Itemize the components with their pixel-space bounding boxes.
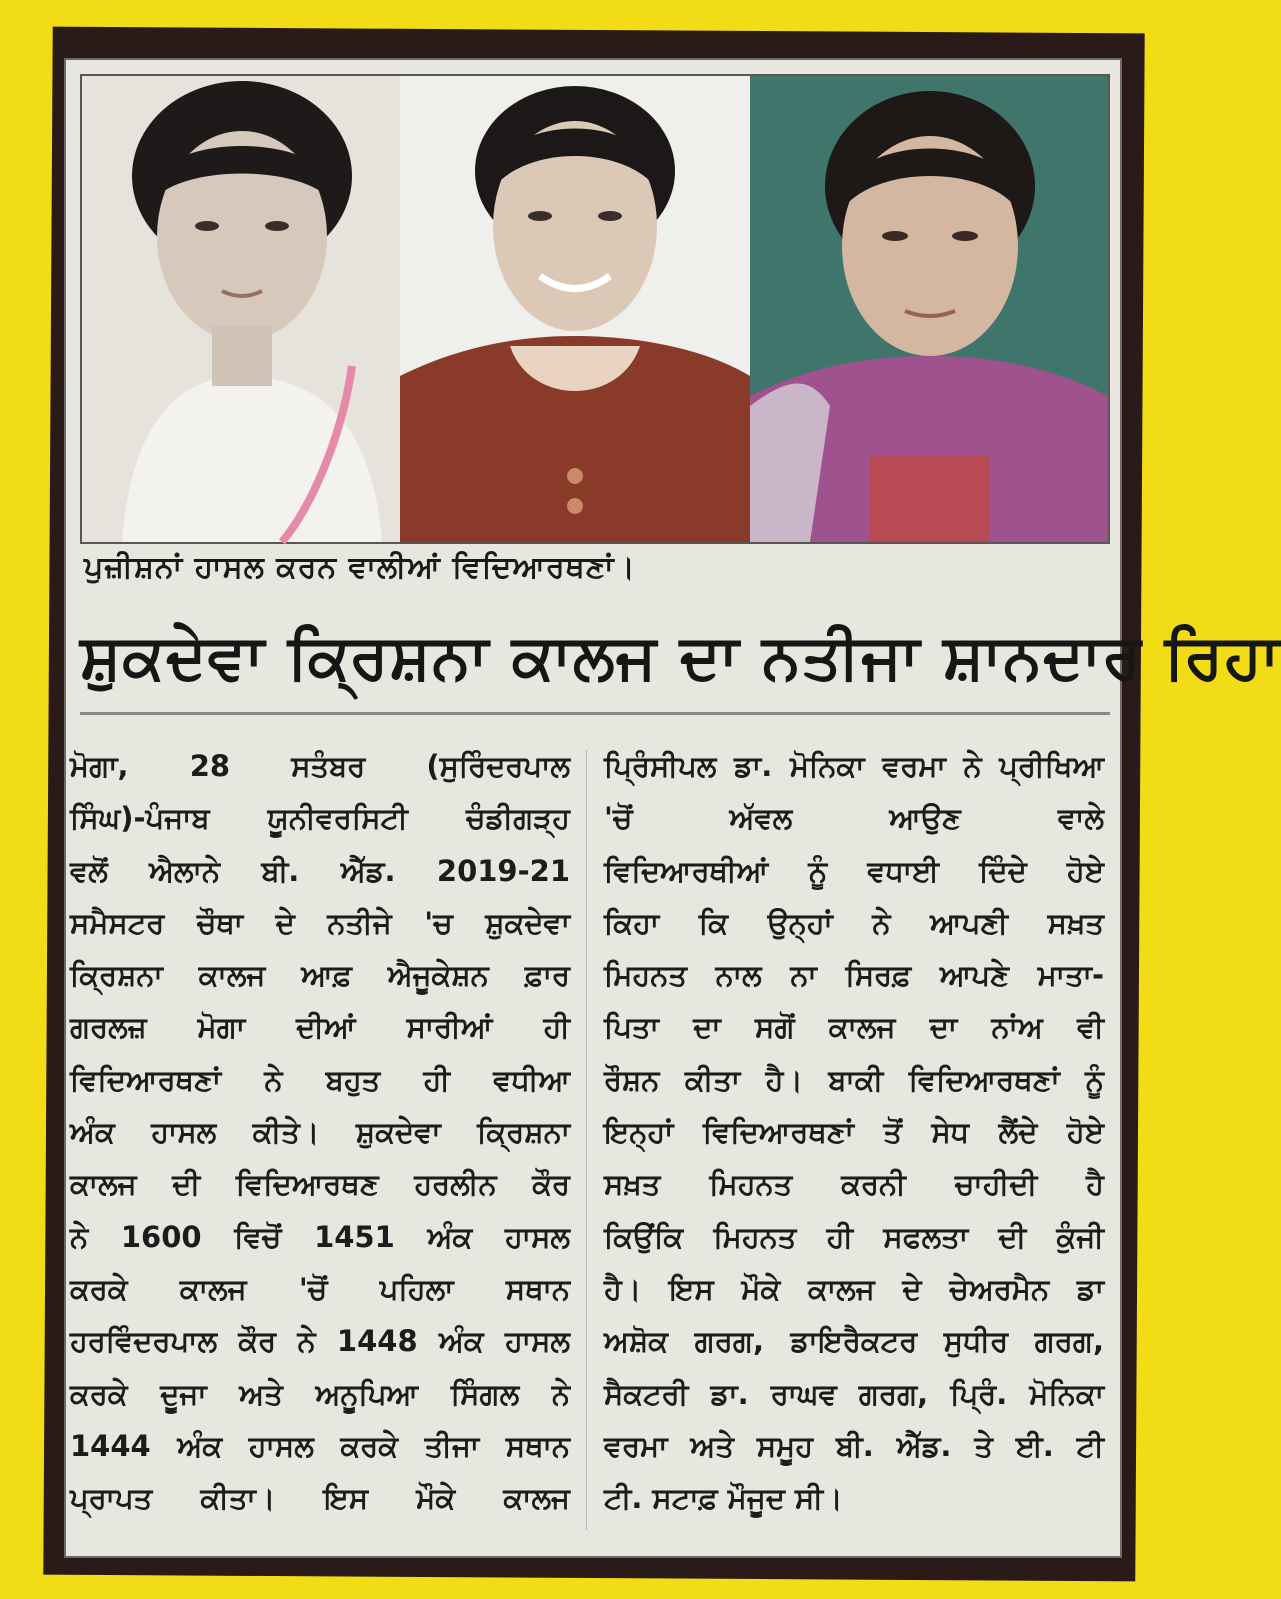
article-line: ਗਰਲਜ਼ ਮੋਗਾ ਦੀਆਂ ਸਾਰੀਆਂ ਹੀ [70,1010,570,1045]
article-line: ਸਿੰਘ)-ਪੰਜਾਬ ਯੂਨੀਵਰਸਿਟੀ ਚੰਡੀਗੜ੍ਹ [70,801,570,836]
article-line: ਮੋਗਾ, 28 ਸਤੰਬਰ (ਸੁਰਿੰਦਰਪਾਲ [70,749,570,783]
article-column-left [70,740,570,1540]
article-line: ਕਾਲਜ ਦੀ ਵਿਦਿਆਰਥਣ ਹਰਲੀਨ ਕੌਰ [70,1167,570,1202]
article-line: ਨੇ 1600 ਵਿਚੋਂ 1451 ਅੰਕ ਹਾਸਲ [70,1219,570,1254]
article-line: ਸੈਕਟਰੀ ਡਾ. ਰਾਘਵ ਗਰਗ, ਪ੍ਰਿੰ. ਮੋਨਿਕਾ [604,1376,1104,1411]
article-line: ਹੈ। ਇਸ ਮੌਕੇ ਕਾਲਜ ਦੇ ਚੇਅਰਮੈਨ ਡਾ [604,1271,1104,1306]
article-line: ਕਰਕੇ ਕਾਲਜ 'ਚੋਂ ਪਹਿਲਾ ਸਥਾਨ [70,1271,570,1306]
article-line: ਵਲੋਂ ਐਲਾਨੇ ਬੀ. ਐੱਡ. 2019-21 [70,853,570,888]
article-line: ਹਰਵਿੰਦਰਪਾਲ ਕੌਰ ਨੇ 1448 ਅੰਕ ਹਾਸਲ [70,1324,570,1359]
article-line: ਵਿਦਿਆਰਥਣਾਂ ਨੇ ਬਹੁਤ ਹੀ ਵਧੀਆ [70,1062,570,1097]
article-line: ਪ੍ਰਿੰਸੀਪਲ ਡਾ. ਮੋਨਿਕਾ ਵਰਮਾ ਨੇ ਪ੍ਰੀਖਿਆ [604,749,1104,783]
student-photo-2 [400,76,750,542]
article-line: ਵਿਦਿਆਰਥੀਆਂ ਨੂੰ ਵਧਾਈ ਦਿੰਦੇ ਹੋਏ [604,853,1104,888]
article-line: ਅੰਕ ਹਾਸਲ ਕੀਤੇ। ਸ਼ੁਕਦੇਵਾ ਕ੍ਰਿਸ਼ਨਾ [70,1115,570,1150]
article-line: ਇਨ੍ਹਾਂ ਵਿਦਿਆਰਥਣਾਂ ਤੋਂ ਸੇਧ ਲੈਂਦੇ ਹੋਏ [604,1115,1104,1150]
article-line: ਕਰਕੇ ਦੂਜਾ ਅਤੇ ਅਨੂਪਿਆ ਸਿੰਗਲ ਨੇ [70,1376,570,1411]
student-photo-strip [80,74,1110,544]
article-line: ਅਸ਼ੋਕ ਗਰਗ, ਡਾਇਰੈਕਟਰ ਸੁਧੀਰ ਗਰਗ, [604,1324,1104,1359]
article-line: ਕਿਹਾ ਕਿ ਉਨ੍ਹਾਂ ਨੇ ਆਪਣੀ ਸਖ਼ਤ [604,905,1104,940]
student-photo-3 [750,76,1108,542]
article-line: ਸਖ਼ਤ ਮਿਹਨਤ ਕਰਨੀ ਚਾਹੀਦੀ ਹੈ [604,1167,1104,1202]
photo-caption: ਪੁਜ਼ੀਸ਼ਨਾਂ ਹਾਸਲ ਕਰਨ ਵਾਲੀਆਂ ਵਿਦਿਆਰਥਣਾਂ। [84,550,636,585]
student-photo-1 [82,76,400,542]
headline-rule [80,712,1110,715]
newspaper-clipping [64,58,1281,1558]
column-divider [586,750,587,1530]
article-line: ਪ੍ਰਾਪਤ ਕੀਤਾ। ਇਸ ਮੌਕੇ ਕਾਲਜ [70,1481,570,1516]
article-column-right [604,740,1104,1540]
headline: ਸ਼ੁਕਦੇਵਾ ਕ੍ਰਿਸ਼ਨਾ ਕਾਲਜ ਦਾ ਨਤੀਜਾ ਸ਼ਾਨਦਾਰ ਰਿਹਾ [80,620,1281,693]
article-line: ਟੀ. ਸਟਾਫ਼ ਮੌਜੂਦ ਸੀ। [604,1481,843,1516]
article-line: 'ਚੋਂ ਅੱਵਲ ਆਉਣ ਵਾਲੇ [604,801,1104,836]
article-line: ਕਿਉਂਕਿ ਮਿਹਨਤ ਹੀ ਸਫਲਤਾ ਦੀ ਕੁੰਜੀ [604,1219,1104,1254]
article-line: 1444 ਅੰਕ ਹਾਸਲ ਕਰਕੇ ਤੀਜਾ ਸਥਾਨ [70,1428,570,1463]
article-line: ਕ੍ਰਿਸ਼ਨਾ ਕਾਲਜ ਆਫ਼ ਐਜੂਕੇਸ਼ਨ ਫ਼ਾਰ [70,958,570,993]
article-line: ਰੌਸ਼ਨ ਕੀਤਾ ਹੈ। ਬਾਕੀ ਵਿਦਿਆਰਥਣਾਂ ਨੂੰ [604,1062,1104,1097]
article-line: ਪਿਤਾ ਦਾ ਸਗੋਂ ਕਾਲਜ ਦਾ ਨਾਂਅ ਵੀ [604,1010,1104,1045]
article-line: ਮਿਹਨਤ ਨਾਲ ਨਾ ਸਿਰਫ਼ ਆਪਣੇ ਮਾਤਾ- [604,958,1104,993]
article-line: ਵਰਮਾ ਅਤੇ ਸਮੂਹ ਬੀ. ਐੱਡ. ਤੇ ਈ. ਟੀ [604,1428,1104,1463]
article-line: ਸਮੈਸਟਰ ਚੌਥਾ ਦੇ ਨਤੀਜੇ 'ਚ ਸ਼ੁਕਦੇਵਾ [70,905,570,940]
